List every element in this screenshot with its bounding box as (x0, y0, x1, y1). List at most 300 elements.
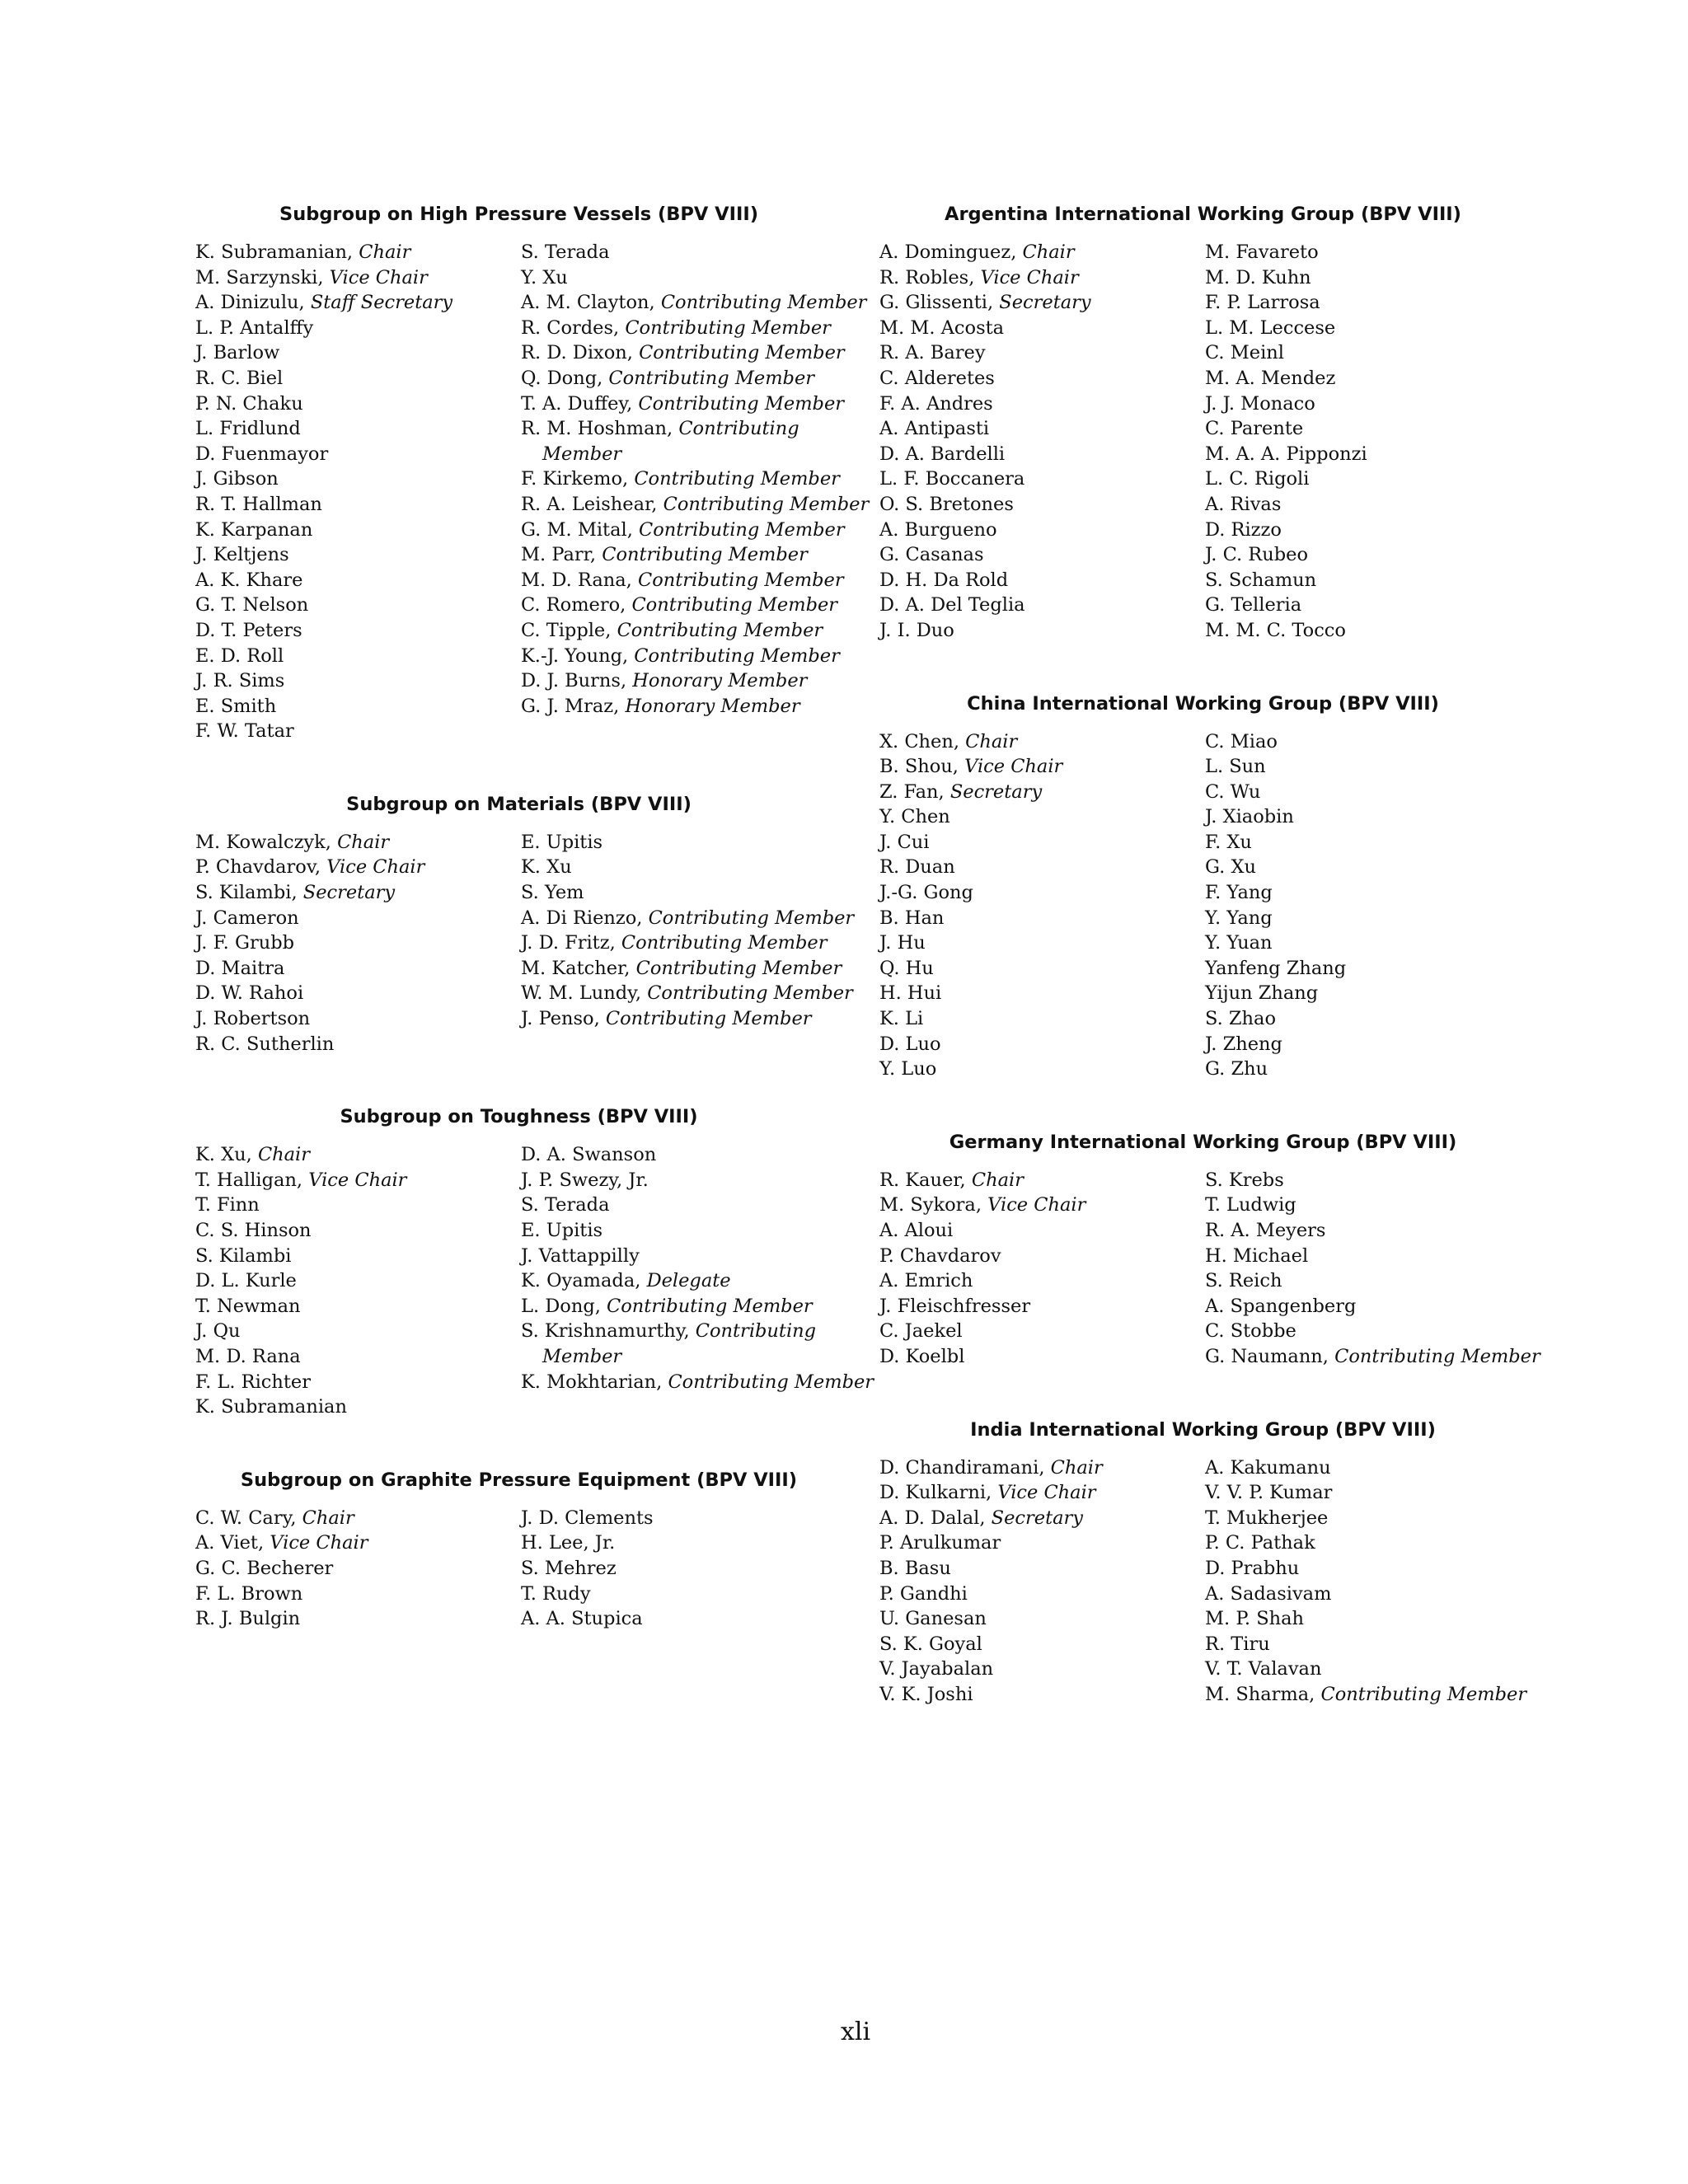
member-role: Contributing Member (608, 367, 815, 389)
member-entry (521, 1268, 842, 1294)
member-entry (1205, 830, 1526, 855)
member-entry (1205, 340, 1526, 366)
member-entry (521, 240, 842, 265)
member-entry (521, 1168, 842, 1193)
member-entry (1205, 265, 1526, 291)
right-column (879, 202, 1540, 1708)
member-role: Contributing Member (637, 569, 844, 591)
member-name: D. W. Rahoi (195, 982, 304, 1005)
member-entry (195, 668, 521, 694)
member-name: D. Kulkarni, (879, 1482, 992, 1504)
member-name: D. Maitra (195, 957, 285, 979)
member-role: Vice Chair (980, 266, 1079, 288)
member-entry (879, 568, 1205, 593)
member-name: J. Qu (195, 1320, 241, 1343)
member-entry (879, 1606, 1205, 1632)
member-name: S. Reich (1205, 1270, 1282, 1292)
member-role: Contributing Member (542, 418, 799, 465)
member-name: J. P. Swezy, Jr. (521, 1169, 649, 1191)
member-entry (195, 906, 521, 931)
member-entry (521, 568, 842, 593)
member-role: Vice Chair (997, 1482, 1096, 1504)
member-name: P. Chavdarov, (195, 856, 321, 879)
member-entry (195, 1606, 521, 1632)
member-entry (879, 1530, 1205, 1556)
member-entry (1205, 981, 1526, 1006)
member-entry (195, 956, 521, 982)
member-list (879, 729, 1205, 1082)
member-entry (879, 340, 1205, 366)
member-name: R. C. Sutherlin (195, 1033, 335, 1055)
member-name: J. Barlow (195, 342, 280, 364)
member-entry (1205, 1319, 1526, 1344)
member-name: G. Naumann, (1205, 1345, 1329, 1367)
member-name: C. Parente (1205, 418, 1304, 440)
member-entry (879, 1657, 1205, 1682)
member-entry (195, 930, 521, 956)
member-columns (195, 830, 855, 1057)
member-entry (879, 442, 1205, 467)
member-entry (521, 316, 842, 341)
member-entry (1205, 1244, 1526, 1269)
member-role: Secretary (999, 292, 1091, 314)
member-name: F. L. Brown (195, 1582, 303, 1605)
member-entry (879, 804, 1205, 830)
member-entry (1205, 391, 1526, 417)
member-entry (1205, 1682, 1526, 1708)
member-entry (195, 593, 521, 618)
member-entry (521, 542, 842, 568)
member-name: K. Karpanan (195, 518, 313, 541)
member-name: T. Newman (195, 1295, 301, 1317)
member-columns (195, 1506, 842, 1632)
member-entry (1205, 1057, 1526, 1082)
member-entry (1205, 542, 1526, 568)
member-name: A. Spangenberg (1205, 1295, 1357, 1317)
member-role: Vice Chair (329, 266, 428, 288)
member-entry (195, 830, 521, 855)
member-name: R. A. Meyers (1205, 1220, 1326, 1241)
member-name: P. Chavdarov (879, 1244, 1001, 1267)
member-entry (195, 618, 521, 644)
member-entry (195, 1218, 521, 1244)
member-entry (879, 366, 1205, 391)
member-entry (521, 416, 842, 466)
member-name: D. Fuenmayor (195, 443, 329, 465)
member-name: M. M. Acosta (879, 316, 1005, 339)
member-role: Chair (257, 1144, 311, 1166)
member-entry (1205, 804, 1526, 830)
member-name: M. Sykora, (879, 1194, 982, 1216)
member-entry (195, 568, 521, 593)
member-entry (879, 1556, 1205, 1582)
member-name: R. A. Barey (879, 342, 986, 364)
member-entry (521, 1530, 842, 1556)
member-name: L. Sun (1205, 756, 1266, 778)
group-title: Germany International Working Group (BPV VIII) (949, 1131, 1457, 1153)
member-entry (1205, 416, 1526, 442)
member-list (521, 1142, 874, 1420)
member-name: R. T. Hallman (195, 493, 322, 515)
member-name: J. D. Clements (521, 1507, 654, 1529)
member-list (521, 240, 870, 744)
member-name: R. Kauer, (879, 1169, 966, 1191)
member-role: Contributing Member (660, 292, 867, 314)
member-role: Chair (302, 1507, 354, 1529)
group-high-pressure-vessels (195, 202, 870, 744)
member-name: D. A. Bardelli (879, 443, 1006, 465)
member-entry (195, 442, 521, 467)
group-china-iwg (879, 691, 1526, 1082)
member-name: F. A. Andres (879, 392, 993, 415)
member-name: J. Xiaobin (1205, 806, 1294, 828)
member-entry (879, 1006, 1205, 1032)
member-entry (879, 930, 1205, 956)
member-name: K. Xu (521, 856, 572, 879)
member-entry (521, 265, 842, 291)
member-name: K. Subramanian, (195, 241, 354, 263)
member-name: S. Kilambi (195, 1244, 292, 1267)
member-role: Contributing Member (1334, 1345, 1540, 1367)
member-entry (879, 1582, 1205, 1607)
member-entry (879, 1168, 1205, 1193)
member-name: R. Tiru (1205, 1633, 1270, 1655)
member-name: H. Lee, Jr. (521, 1532, 616, 1554)
member-entry (521, 391, 845, 417)
page-number: xli (840, 2018, 871, 2046)
member-name: C. W. Cary, (195, 1507, 297, 1529)
member-entry (1205, 956, 1526, 982)
member-name: F. Xu (1205, 831, 1252, 853)
member-entry (521, 1006, 842, 1032)
member-role: Contributing Member (621, 932, 828, 954)
member-entry (879, 1455, 1205, 1481)
member-name: C. Wu (1205, 780, 1261, 803)
member-name: S. K. Goyal (879, 1633, 982, 1655)
member-name: D. Chandiramani, (879, 1456, 1045, 1479)
member-name: D. Rizzo (1205, 518, 1282, 541)
member-entry (879, 1032, 1205, 1057)
member-name: D. A. Del Teglia (879, 594, 1025, 616)
member-list (879, 240, 1205, 644)
member-entry (195, 1370, 521, 1395)
member-name: M. D. Kuhn (1205, 266, 1311, 288)
member-entry (195, 1006, 521, 1032)
member-entry (879, 1244, 1205, 1269)
member-name: J. R. Sims (195, 670, 285, 692)
member-entry (1205, 568, 1526, 593)
member-name: F. Kirkemo, (521, 468, 629, 490)
member-name: L. C. Rigoli (1205, 468, 1310, 490)
member-columns (879, 240, 1526, 644)
member-entry (521, 906, 855, 931)
member-name: J. Vattappilly (521, 1244, 640, 1267)
member-entry (1205, 1632, 1526, 1657)
member-role: Chair (1022, 241, 1075, 263)
member-name: A. Antipasti (879, 418, 990, 440)
member-name: J. Zheng (1205, 1033, 1282, 1055)
member-name: M. Sharma, (1205, 1683, 1315, 1705)
left-column (195, 202, 874, 1632)
member-name: R. J. Bulgin (195, 1608, 301, 1630)
member-entry (1205, 1556, 1526, 1582)
member-list (195, 1506, 521, 1632)
member-role: Contributing Member (668, 1371, 874, 1393)
member-entry (521, 1319, 842, 1369)
member-role: Contributing Member (647, 982, 853, 1005)
group-title: India International Working Group (BPV VIII) (970, 1418, 1436, 1441)
member-name: D. Luo (879, 1033, 941, 1055)
member-name: G. M. Mital, (521, 518, 633, 541)
member-name: D. L. Kurle (195, 1270, 297, 1292)
member-entry (879, 1632, 1205, 1657)
member-name: C. Meinl (1205, 342, 1284, 364)
member-entry (879, 880, 1205, 906)
member-entry (195, 981, 521, 1006)
member-entry (1205, 593, 1526, 618)
member-entry (879, 416, 1205, 442)
member-name: G. Glissenti, (879, 292, 994, 314)
member-name: L. Dong, (521, 1295, 601, 1317)
member-name: G. J. Mraz, (521, 695, 620, 717)
member-entry (195, 694, 521, 719)
member-name: D. Koelbl (879, 1345, 965, 1367)
member-name: C. Stobbe (1205, 1320, 1296, 1343)
member-entry (1205, 780, 1526, 805)
member-name: A. Dinizulu, (195, 292, 305, 314)
member-entry (1205, 930, 1526, 956)
member-entry (879, 956, 1205, 982)
member-name: K. Li (879, 1008, 924, 1030)
member-role: Chair (337, 831, 390, 853)
member-name: Yanfeng Zhang (1205, 957, 1347, 979)
member-role: Secretary (991, 1507, 1083, 1529)
member-role: Vice Chair (987, 1194, 1086, 1216)
member-name: P. Arulkumar (879, 1532, 1001, 1554)
member-columns (879, 729, 1526, 1082)
member-name: B. Shou, (879, 756, 959, 778)
member-name: T. Finn (195, 1194, 260, 1216)
member-name: J. C. Rubeo (1205, 544, 1308, 566)
member-name: P. C. Pathak (1205, 1532, 1315, 1554)
member-entry (1205, 1506, 1526, 1531)
member-entry (1205, 1606, 1526, 1632)
member-entry (521, 290, 867, 316)
member-list (1205, 729, 1526, 1082)
member-entry (1205, 1006, 1526, 1032)
member-name: G. Casanas (879, 544, 984, 566)
member-entry (879, 1218, 1205, 1244)
member-role: Contributing Member (634, 468, 840, 490)
member-entry (195, 1142, 521, 1168)
member-entry (879, 240, 1205, 265)
member-entry (879, 1268, 1205, 1294)
member-entry (879, 906, 1205, 931)
member-name: T. Rudy (521, 1582, 591, 1605)
member-entry (1205, 906, 1526, 931)
member-role: Chair (1050, 1456, 1103, 1479)
member-name: K. Mokhtarian, (521, 1371, 663, 1393)
member-name: T. Mukherjee (1205, 1507, 1329, 1529)
member-name: R. A. Leishear, (521, 493, 658, 515)
member-entry (1205, 1218, 1526, 1244)
member-name: M. Kowalczyk, (195, 831, 331, 853)
member-name: A. M. Clayton, (521, 292, 655, 314)
member-name: S. Krebs (1205, 1169, 1284, 1191)
member-name: A. Sadasivam (1205, 1582, 1332, 1605)
member-name: J. Cui (879, 831, 930, 853)
member-name: L. F. Boccanera (879, 468, 1025, 490)
member-entry (195, 340, 521, 366)
member-name: A. Emrich (879, 1270, 973, 1292)
member-entry (521, 855, 842, 880)
member-role: Honorary Member (625, 695, 800, 717)
member-role: Chair (965, 730, 1018, 752)
member-name: Y. Yuan (1205, 932, 1273, 954)
member-list (195, 1142, 521, 1420)
member-name: F. W. Tatar (195, 720, 294, 743)
member-entry (521, 668, 842, 694)
member-name: A. A. Stupica (521, 1608, 643, 1630)
member-entry (879, 780, 1205, 805)
member-role: Contributing Member (631, 594, 838, 616)
member-name: M. P. Shah (1205, 1608, 1305, 1630)
member-entry (1205, 754, 1526, 780)
member-name: S. Zhao (1205, 1008, 1277, 1030)
member-name: A. Dominguez, (879, 241, 1017, 263)
member-role: Contributing Member (639, 342, 845, 364)
member-name: G. Telleria (1205, 594, 1302, 616)
member-entry (195, 391, 521, 417)
member-name: D. Prabhu (1205, 1557, 1300, 1579)
member-list (195, 240, 521, 744)
member-role: Delegate (646, 1270, 731, 1292)
member-name: T. Ludwig (1205, 1194, 1296, 1216)
member-entry (521, 1294, 842, 1319)
member-entry (521, 930, 842, 956)
member-name: E. D. Roll (195, 644, 284, 667)
member-entry (1205, 1294, 1526, 1319)
group-title: Subgroup on High Pressure Vessels (BPV VIII) (279, 204, 758, 225)
member-entry (521, 1506, 842, 1531)
member-role: Vice Chair (326, 856, 425, 879)
member-entry (195, 316, 521, 341)
group-title: Argentina International Working Group (BPV VIII) (945, 204, 1461, 225)
member-entry (879, 466, 1205, 492)
member-name: A. Rivas (1205, 493, 1282, 515)
group-title: Subgroup on Materials (BPV VIII) (346, 793, 692, 815)
member-role: Vice Chair (964, 756, 1063, 778)
member-entry (195, 1344, 521, 1370)
member-name: J. Keltjens (195, 544, 289, 566)
member-name: R. Cordes, (521, 316, 620, 339)
member-name: Y. Yang (1205, 907, 1273, 929)
member-entry (521, 1142, 842, 1168)
member-name: J. I. Duo (879, 619, 954, 641)
member-name: D. J. Burns, (521, 670, 627, 692)
member-entry (195, 719, 521, 744)
member-entry (195, 1319, 521, 1344)
member-list (195, 830, 521, 1057)
member-name: L. Fridlund (195, 418, 301, 440)
group-india-iwg (879, 1418, 1526, 1708)
member-name: Y. Luo (879, 1058, 937, 1080)
member-name: F. P. Larrosa (1205, 292, 1320, 314)
member-name: F. Yang (1205, 882, 1273, 904)
member-entry (1205, 366, 1526, 391)
member-name: G. Zhu (1205, 1058, 1268, 1080)
member-entry (195, 240, 521, 265)
member-name: J.-G. Gong (879, 882, 973, 904)
member-name: M. D. Rana, (521, 569, 632, 591)
member-name: B. Han (879, 907, 945, 929)
member-name: V. V. P. Kumar (1205, 1482, 1333, 1504)
member-entry (879, 830, 1205, 855)
member-name: C. Miao (1205, 730, 1278, 752)
member-name: W. M. Lundy, (521, 982, 642, 1005)
member-name: Y. Xu (521, 266, 568, 288)
member-name: M. M. C. Tocco (1205, 619, 1346, 641)
member-entry (521, 1193, 842, 1218)
member-name: J. Gibson (195, 468, 279, 490)
member-entry (1205, 1168, 1526, 1193)
member-name: G. T. Nelson (195, 594, 309, 616)
member-list (879, 1168, 1205, 1370)
member-entry (879, 1294, 1205, 1319)
member-role: Contributing Member (1320, 1683, 1527, 1705)
member-name: Z. Fan, (879, 780, 945, 803)
member-entry (195, 1032, 521, 1057)
member-name: S. Kilambi, (195, 882, 298, 904)
member-name: S. Yem (521, 882, 584, 904)
member-entry (195, 366, 521, 391)
member-name: S. Krishnamurthy, (521, 1320, 690, 1343)
member-entry (195, 1556, 521, 1582)
member-name: J. Cameron (195, 907, 299, 929)
member-entry (879, 754, 1205, 780)
group-toughness (195, 1104, 874, 1420)
member-name: A. D. Dalal, (879, 1507, 986, 1529)
member-entry (521, 618, 842, 644)
member-name: E. Upitis (521, 831, 603, 853)
member-entry (195, 1168, 521, 1193)
group-argentina-iwg (879, 202, 1526, 644)
member-columns (879, 1455, 1526, 1708)
group-materials (195, 792, 855, 1057)
member-entry (1205, 316, 1526, 341)
member-name: L. P. Antalffy (195, 316, 314, 339)
member-entry (195, 290, 521, 316)
member-entry (879, 492, 1205, 518)
member-name: J. F. Grubb (195, 932, 295, 954)
member-role: Contributing Member (602, 544, 808, 566)
member-entry (195, 1193, 521, 1218)
member-entry (879, 855, 1205, 880)
member-entry (195, 466, 521, 492)
member-name: P. N. Chaku (195, 392, 303, 415)
member-name: T. A. Duffey, (521, 392, 633, 415)
member-list (1205, 1455, 1526, 1708)
member-name: J. D. Fritz, (521, 932, 616, 954)
member-entry (1205, 729, 1526, 755)
member-name: F. L. Richter (195, 1371, 311, 1393)
member-entry (195, 416, 521, 442)
member-entry (521, 1606, 842, 1632)
member-entry (195, 1294, 521, 1319)
member-entry (1205, 1530, 1526, 1556)
member-entry (521, 880, 842, 906)
member-entry (521, 1244, 842, 1269)
